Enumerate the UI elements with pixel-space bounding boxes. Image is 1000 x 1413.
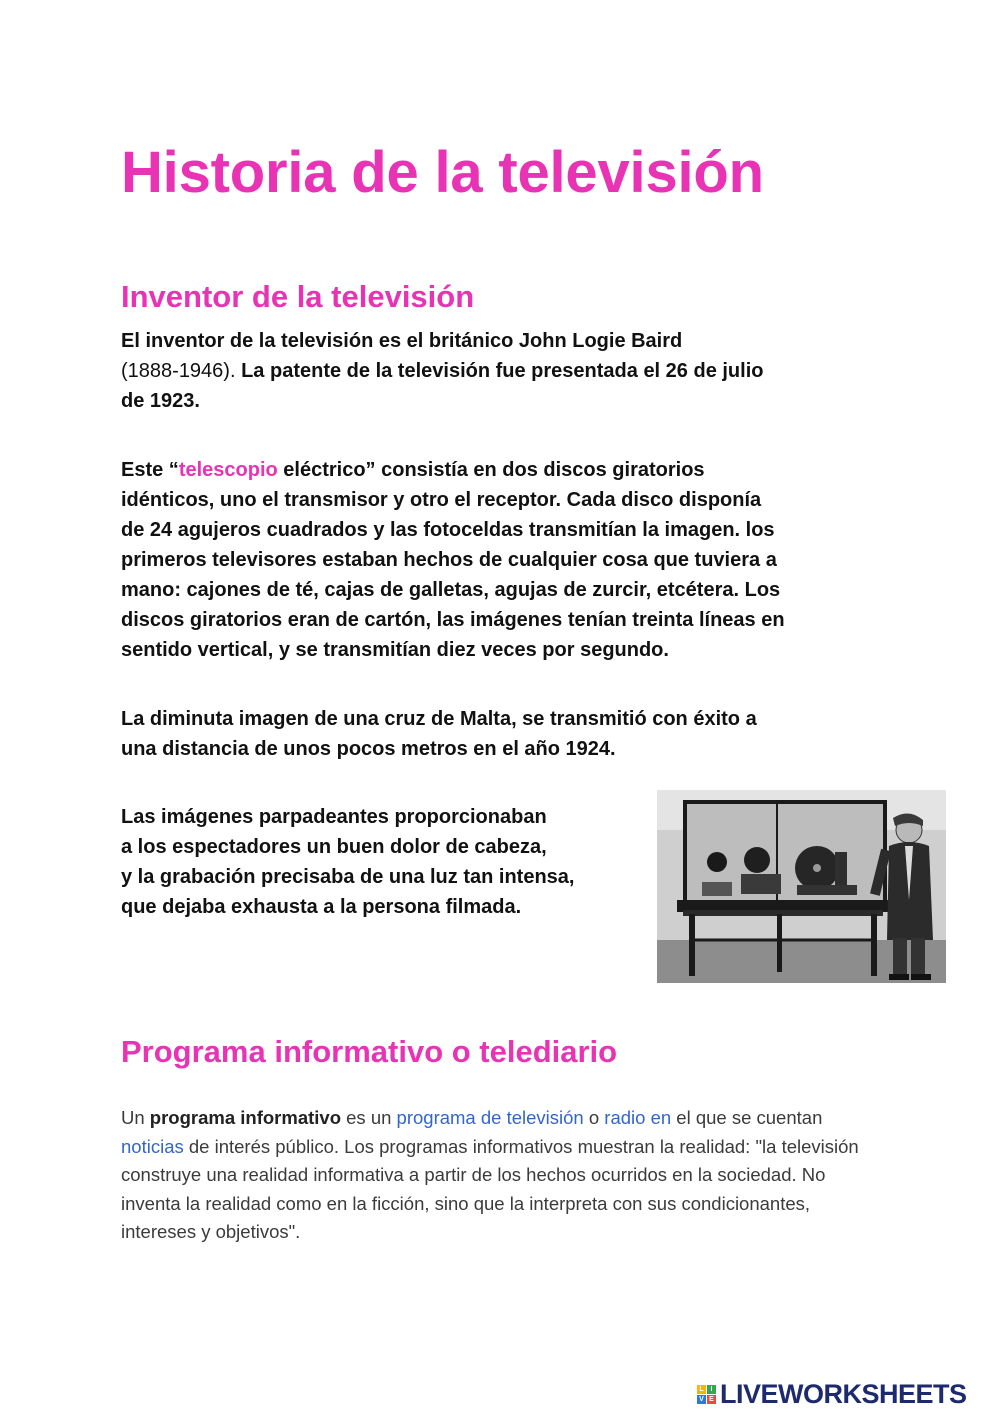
highlight-telescopio: telescopio (178, 459, 278, 481)
baird-photo (657, 790, 946, 983)
paragraph-malta (121, 704, 881, 764)
text: sentido vertical, y se transmitían diez veces por segundo. (121, 639, 669, 661)
text: de 1923. (121, 390, 200, 412)
text: El inventor de la televisión es el británico John Logie Baird (121, 330, 683, 352)
text: o (583, 1107, 605, 1128)
logo-text: LIVEWORKSHEETS (720, 1378, 967, 1409)
text: que dejaba exhausta a la persona filmada. (121, 896, 522, 918)
term-programa-informativo: programa informativo (149, 1107, 341, 1128)
text: (1888-1946). (121, 360, 236, 382)
text: Las imágenes parpadeantes proporcionaban (121, 806, 547, 828)
text: Un (121, 1107, 150, 1128)
logo-letter: E (707, 1395, 716, 1404)
baird-photo-illustration (657, 790, 946, 983)
page-title: Historia de la televisión (121, 140, 764, 205)
link-radio[interactable]: radio en (604, 1107, 672, 1128)
liveworksheets-logo[interactable] (697, 1378, 967, 1410)
text: mano: cajones de té, cajas de galletas, agujas de zurcir, etcétera. Los (121, 579, 781, 601)
text: a los espectadores un buen dolor de cabeza, (121, 836, 547, 858)
text: Este “ (121, 459, 179, 481)
paragraph-telescopio (121, 455, 891, 665)
paragraph-imagenes (121, 802, 651, 922)
text: discos giratorios eran de cartón, las imágenes tenían treinta líneas en (121, 609, 785, 631)
text: el que se cuentan (671, 1107, 823, 1128)
logo-letter: V (697, 1395, 706, 1404)
text: La diminuta imagen de una cruz de Malta, se transmitió con éxito a (121, 708, 757, 730)
logo-grid-icon (697, 1385, 716, 1404)
text: de 24 agujeros cuadrados y las fotoceldas transmitían la imagen. los (121, 519, 775, 541)
link-programa-de-television[interactable]: programa de televisión (396, 1107, 584, 1128)
link-noticias[interactable]: noticias (121, 1135, 184, 1157)
text: de interés público. Los programas informativos muestran la realidad: "la televisión construye una realidad informativa a partir de los hechos ocurridos en la sociedad. No inventa la realidad como en la ficción, sino que la interpreta con sus condicionantes, intereses y objetivos". (121, 1135, 859, 1242)
section-heading-telediario: Programa informativo o telediario (121, 1034, 618, 1069)
text: primeros televisores estaban hechos de cualquier cosa que tuviera a (121, 549, 777, 571)
text: idénticos, uno el transmisor y otro el receptor. Cada disco disponía (121, 489, 762, 511)
paragraph-programa-informativo (121, 1104, 881, 1247)
text: y la grabación precisaba de una luz tan intensa, (121, 866, 575, 888)
text: es un (341, 1107, 397, 1128)
logo-letter: L (697, 1385, 706, 1394)
text: una distancia de unos pocos metros en el año 1924. (121, 738, 616, 760)
text: La patente de la televisión fue presentada el 26 de julio (241, 360, 764, 382)
section-heading-inventor: Inventor de la televisión (121, 279, 475, 314)
text: eléctrico” consistía en dos discos giratorios (277, 459, 705, 481)
paragraph-inventor (121, 326, 881, 416)
logo-letter: I (707, 1385, 716, 1394)
